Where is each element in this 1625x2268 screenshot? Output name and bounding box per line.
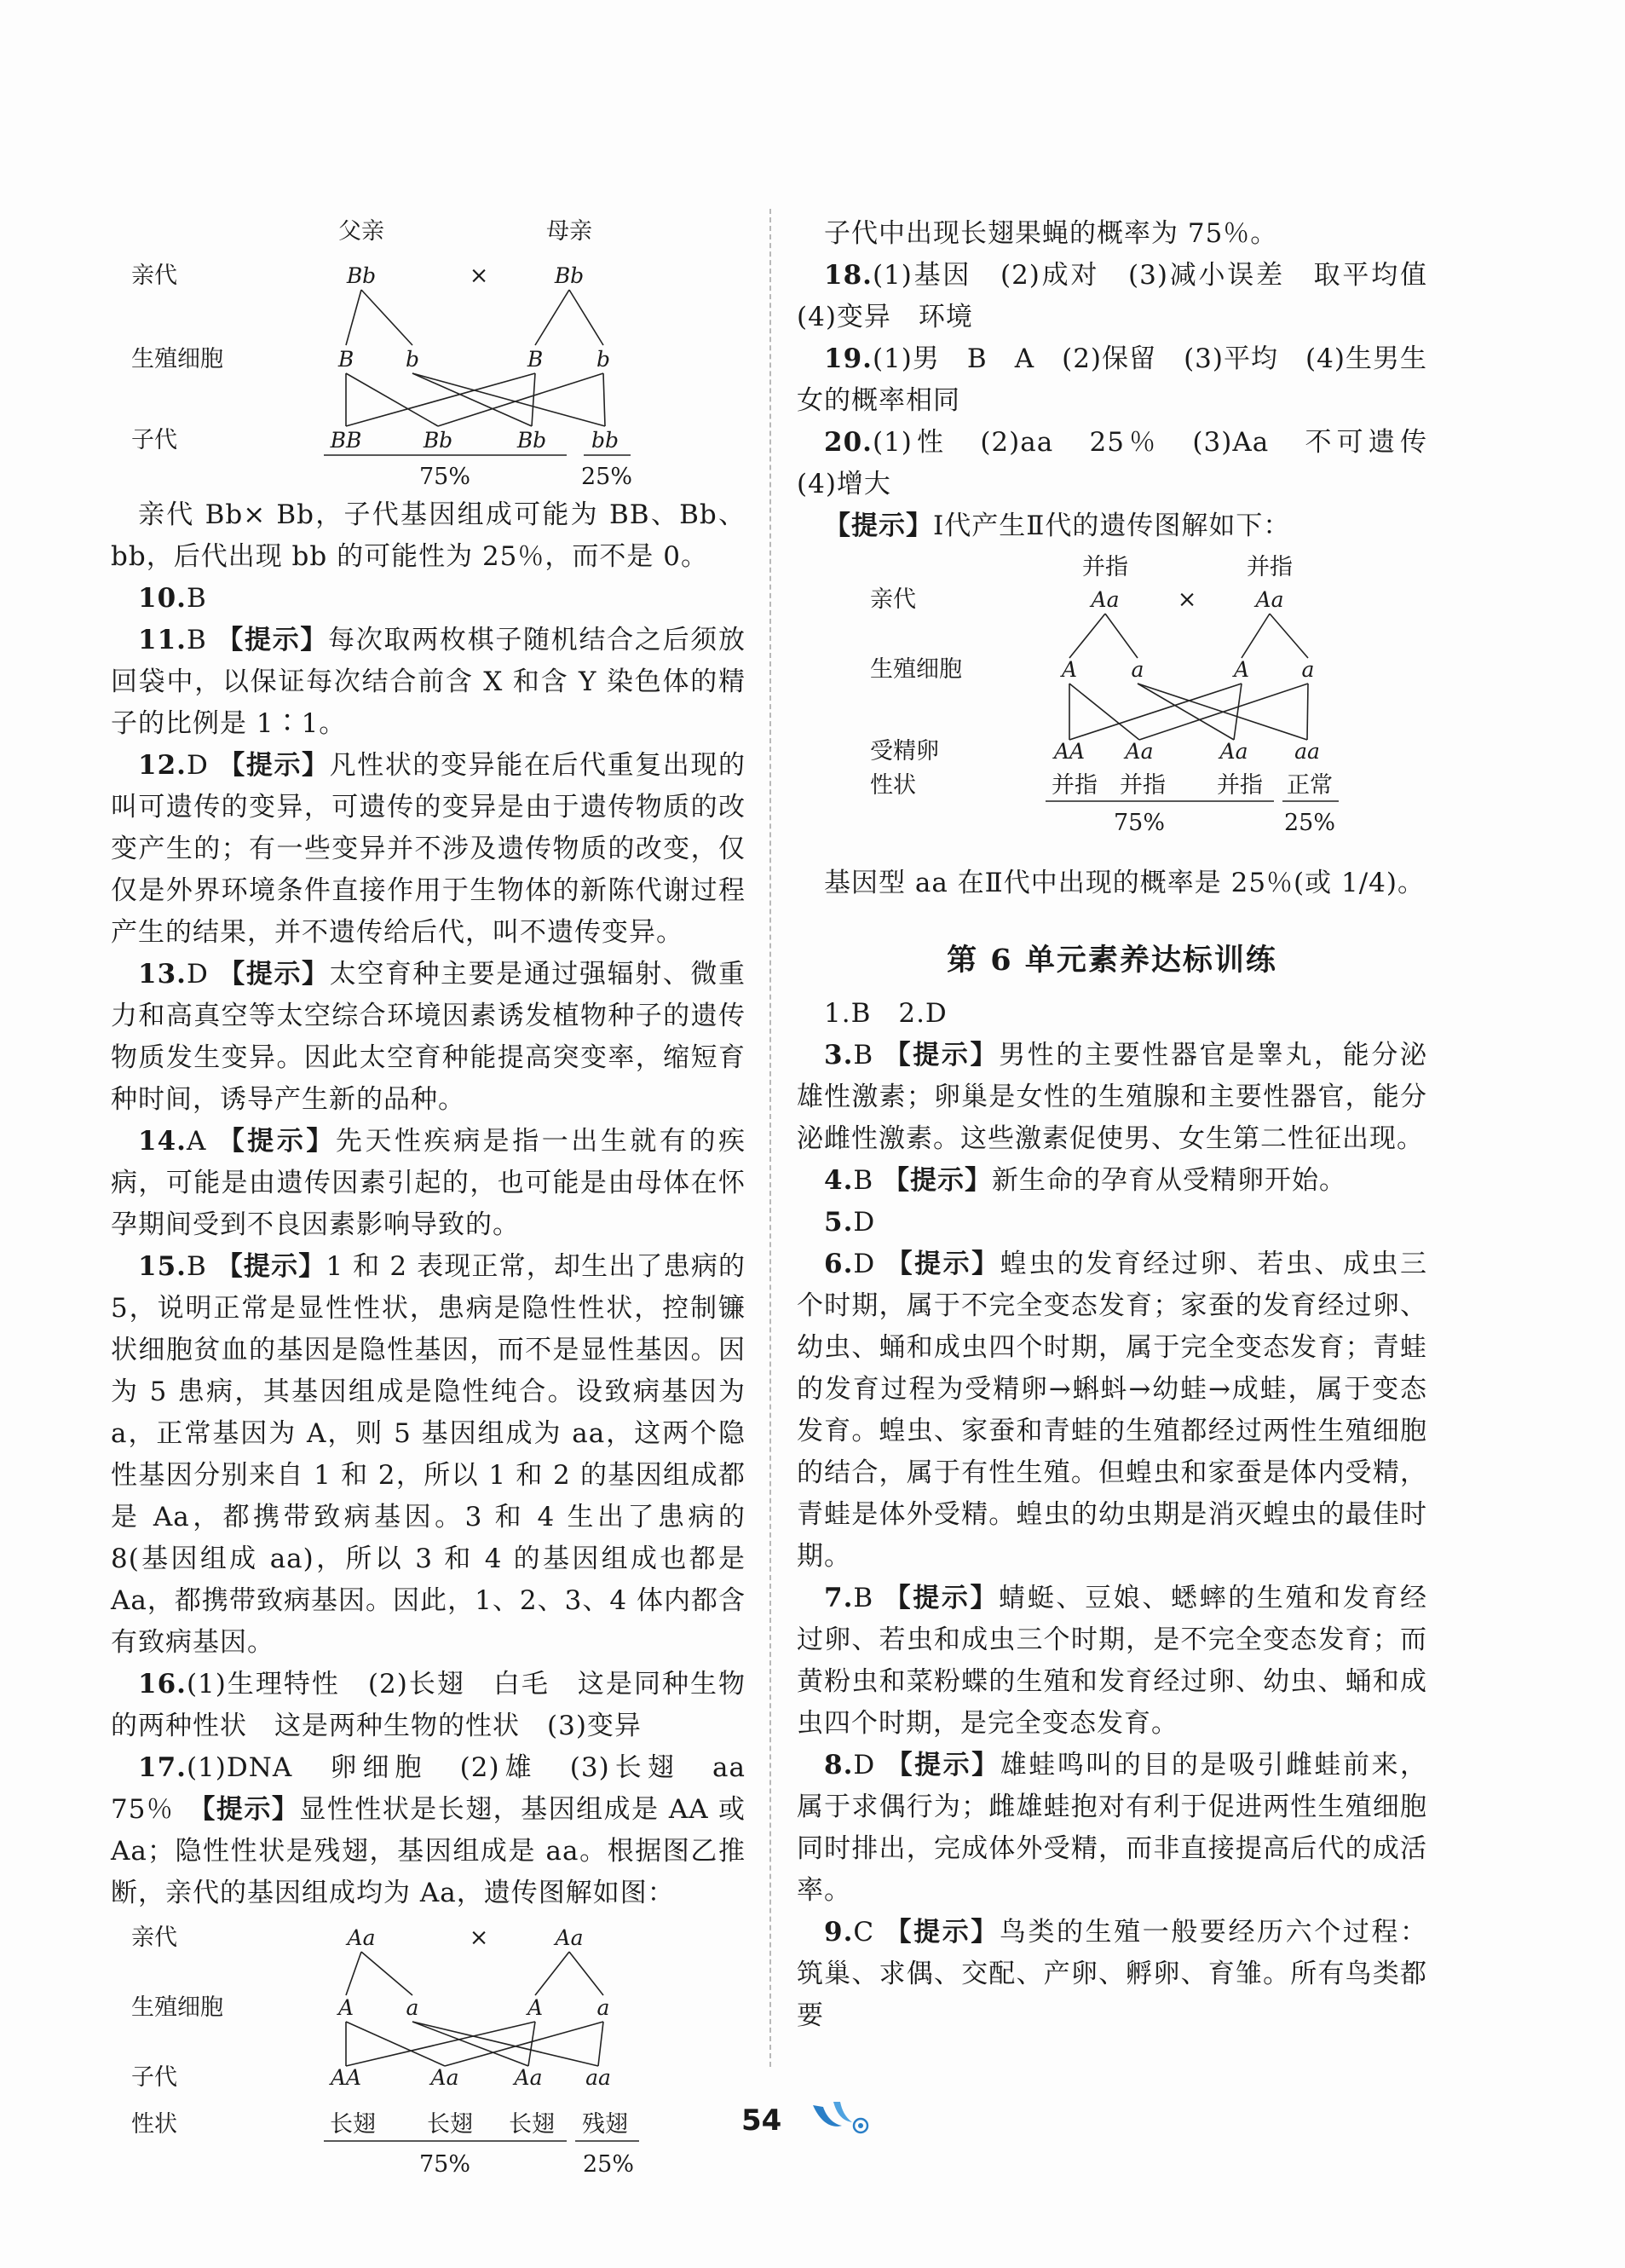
hint-body: 雄蛙鸣叫的目的是吸引雌蛙前来，属于求偶行为；雌雄蛙抱对有利于促进两性生殖细胞同时排出，完成体外受精，而非直接提高后代的成活率。	[797, 1750, 1428, 1906]
question-number: 12.	[138, 750, 187, 781]
row-gamete-label: 生殖细胞	[870, 656, 962, 683]
answer-text: A	[186, 1126, 218, 1157]
q14-answer	[111, 1121, 746, 1246]
question-number: 10.	[138, 583, 187, 614]
answer-text: B	[186, 583, 207, 614]
hint-label: 【提示】	[885, 1750, 1000, 1780]
hint-label: 【提示】	[216, 1251, 326, 1282]
hint-body: 先天性疾病是指一出生就有的疾病，可能是由遗传因素引起的，也可能是由母体在怀孕期间受到不良因素影响导致的。	[111, 1126, 746, 1240]
offspring-genotype: BB	[330, 428, 362, 453]
gamete: A	[527, 1995, 544, 2020]
answer-text: (1)生理特性 (2)长翅 白毛 这是同种生物的两种性状 这是两种生物的性状 (3)变异	[111, 1669, 746, 1741]
question-number: 3.	[824, 1040, 854, 1071]
question-number: 9.	[824, 1917, 854, 1948]
trait: 并指	[1217, 772, 1263, 799]
q18-answer	[797, 255, 1455, 338]
trait: 并指	[1052, 772, 1098, 799]
question-number: 19.	[824, 343, 873, 374]
gamete: b	[596, 347, 611, 372]
row-gamete-label: 生殖细胞	[131, 1994, 223, 2021]
column-divider	[769, 209, 771, 2067]
q11-answer	[111, 620, 746, 745]
question-number: 5.	[824, 1207, 854, 1238]
question-number: 13.	[138, 959, 187, 990]
answer-text: D	[186, 959, 219, 990]
gamete: B	[337, 347, 354, 372]
question-number: 20.	[824, 427, 873, 458]
offspring-genotype: bb	[591, 428, 619, 453]
q20-hint	[797, 505, 1427, 547]
trait: 残翅	[582, 2111, 628, 2138]
answer-text: (1)男 B A (2)保留 (3)平均 (4)生男生女的概率相同	[797, 343, 1427, 416]
hint-label: 【提示】	[884, 1040, 1000, 1071]
offspring-genotype: Aa	[514, 2065, 543, 2090]
parent-genotype: Aa	[555, 1925, 584, 1950]
parent-genotype: Bb	[346, 263, 377, 288]
q4-answer	[797, 1160, 1427, 1202]
hint-label: 【提示】	[824, 511, 933, 541]
gamete: b	[405, 347, 420, 372]
answer-text: B	[853, 1583, 885, 1613]
q20-answer	[797, 422, 1455, 505]
hint-body: 凡性状的变异能在后代重复出现的叫可遗传的变异，可遗传的变异是由于遗传物质的改变产生的；有一些变异并不涉及遗传物质的改变，仅仅是外界环境条件直接作用于生物体的新陈代谢过程产生的结果，并不遗传给后代，叫不遗传变异。	[111, 750, 746, 948]
offspring-genotype: Aa	[1219, 739, 1248, 764]
percent-dominant: 75%	[418, 2151, 471, 2178]
offspring-genotype: aa	[1294, 739, 1320, 764]
question-number: 17.	[138, 1752, 187, 1783]
question-number: 16.	[138, 1669, 187, 1700]
hint-label: 【提示】	[216, 625, 329, 655]
answer-text: D	[853, 1207, 876, 1238]
q3-answer	[797, 1035, 1427, 1160]
percent-recessive: 25%	[1283, 810, 1336, 836]
inheritance-arrows	[324, 290, 631, 455]
percent-dominant: 75%	[1113, 810, 1166, 836]
answer-text: (1)性 (2)aa 25％ (3)Aa 不可遗传 (4)增大	[797, 427, 1455, 499]
row-child-label: 子代	[131, 2064, 177, 2091]
parent-genotype: Aa	[1091, 587, 1120, 612]
q15-answer	[111, 1246, 746, 1664]
hint-body: 鸟类的生殖一般要经历六个过程：筑巢、求偶、交配、产卵、孵卵、育雏。所有鸟类都要	[797, 1917, 1427, 2031]
answer-text: (1)DNA 卵细胞 (2)雄 (3)长翅 aa 75％	[111, 1752, 773, 1825]
row-parent-label: 亲代	[870, 586, 916, 613]
q8-answer	[797, 1745, 1427, 1912]
hint-body: 太空育种主要是通过强辐射、微重力和高真空等太空综合环境因素诱发植物种子的遗传物质发生变异。因此太空育种能提高突变率，缩短育种时间，诱导产生新的品种。	[111, 959, 746, 1115]
question-number: 18.	[824, 260, 873, 291]
question-number: 15.	[138, 1251, 187, 1282]
gamete: A	[1233, 657, 1250, 682]
offspring-genotype: Bb	[516, 428, 547, 453]
genetic-diagram-polydactyly	[797, 547, 1427, 863]
father-label: 父亲	[338, 218, 384, 245]
gamete: A	[1061, 657, 1078, 682]
answer-text: D	[853, 1249, 886, 1279]
parent-trait: 并指	[1247, 554, 1293, 580]
hint-body: 显性性状是长翅，基因组成是 AA 或 Aa；隐性性状是残翅，基因组成是 aa。根据图乙推断，亲代的基因组成均为 Aa，遗传图解如图：	[111, 1794, 746, 1908]
parent-genotype: Aa	[1255, 587, 1284, 612]
parent-trait: 并指	[1082, 554, 1128, 580]
hint-label: 【提示】	[217, 1126, 336, 1157]
cross-symbol: ×	[1177, 586, 1197, 613]
row-parent-label: 亲代	[131, 1925, 177, 1951]
parent-genotype: Bb	[554, 263, 585, 288]
cross-symbol: ×	[469, 1925, 489, 1951]
q6-answer	[797, 1244, 1427, 1578]
row-trait-label: 性状	[131, 2111, 177, 2138]
row-gamete-label: 生殖细胞	[131, 346, 223, 372]
q12-answer	[111, 745, 746, 954]
row-trait-label: 性状	[870, 772, 916, 799]
mother-label: 母亲	[546, 218, 592, 245]
offspring-genotype: Aa	[1125, 739, 1154, 764]
parent-genotype: Aa	[347, 1925, 376, 1950]
cross-symbol: ×	[469, 263, 489, 289]
gamete: B	[527, 347, 544, 372]
trait: 并指	[1120, 772, 1166, 799]
hint-body: Ⅰ代产生Ⅱ代的遗传图解如下：	[933, 511, 1291, 541]
right-column	[797, 213, 1455, 2037]
wave-logo-icon	[808, 2097, 876, 2139]
gamete: a	[406, 1995, 419, 2020]
genetic-diagram-bb	[111, 213, 746, 494]
hint-label: 【提示】	[201, 1794, 300, 1825]
offspring-genotype: Aa	[430, 2065, 459, 2090]
q7-answer	[797, 1578, 1427, 1745]
hint-body: 新生命的孕育从受精卵开始。	[992, 1165, 1347, 1196]
answer-text: C	[853, 1917, 885, 1948]
gamete: A	[337, 1995, 354, 2020]
hint-label: 【提示】	[884, 1583, 1000, 1613]
trait: 长翅	[509, 2111, 555, 2138]
question-number: 4.	[824, 1165, 854, 1196]
hint-label: 【提示】	[885, 1917, 1000, 1948]
answer-text: B	[186, 625, 217, 655]
hint-label: 【提示】	[218, 750, 330, 781]
q20-conclusion: 基因型 aa 在Ⅱ代中出现的概率是 25％(或 1/4)。	[824, 868, 1425, 898]
q5-answer	[797, 1202, 1427, 1244]
gamete: a	[596, 1995, 610, 2020]
trait: 长翅	[330, 2111, 376, 2138]
hint-body: 男性的主要性器官是睾丸，能分泌雄性激素；卵巢是女性的生殖腺和主要性器官，能分泌雌性激素。这些激素促使男、女生第二性征出现。	[797, 1040, 1428, 1154]
hint-body: 蜻蜓、豆娘、蟋蟀的生殖和发育经过卵、若虫和成虫三个时期，是不完全变态发育；而黄粉虫和菜粉蝶的生殖和发育经过卵、幼虫、蛹和成虫四个时期，是完全变态发育。	[797, 1583, 1428, 1739]
trait: 长翅	[427, 2111, 473, 2138]
answer-text: D	[186, 750, 219, 781]
page-number: 54	[741, 2104, 782, 2138]
row-parent-label: 亲代	[131, 263, 177, 289]
q19-answer	[797, 338, 1427, 422]
percent-dominant: 75%	[418, 464, 471, 490]
offspring-genotype: Bb	[423, 428, 453, 453]
row-child-label: 子代	[131, 427, 177, 453]
question-number: 6.	[824, 1249, 854, 1279]
q17-answer	[111, 1747, 773, 1914]
question-number: 11.	[138, 625, 187, 655]
q17-continuation: 子代中出现长翅果蝇的概率为 75％。	[824, 218, 1278, 249]
gamete: a	[1131, 657, 1144, 682]
question-number: 7.	[824, 1583, 854, 1613]
offspring-genotype: AA	[1053, 739, 1086, 764]
percent-recessive: 25%	[582, 2151, 635, 2178]
answer-text: B	[853, 1040, 885, 1071]
percent-recessive: 25%	[580, 464, 633, 490]
question-number: 8.	[824, 1750, 854, 1780]
q13-answer	[111, 954, 746, 1121]
gamete: a	[1301, 657, 1315, 682]
genetic-diagram-aa-wing	[111, 1914, 746, 2179]
hint-body: 1 和 2 表现正常，却生出了患病的 5，说明正常是显性性状，患病是隐性性状，控制镰状细胞贫血的基因是隐性基因，而不是显性基因。因为 5 患病，其基因组成是隐性纯合。设致病基因为 a，正常基因为 A，则 5 基因组成为 aa，这两个隐性基因分别来自 1 和 2，所以 1 和 2 的基因组成都是 Aa，都携带致病基因。3 和 4 生出了患病的 8(基因组成 aa)，所以 3 和 4 的基因组成也都是 Aa，都携带致病基因。因此，1、2、3、4 体内都含有致病基因。	[111, 1251, 746, 1658]
q10-answer	[111, 578, 746, 620]
q9-answer	[797, 1912, 1427, 2037]
question-number: 14.	[138, 1126, 187, 1157]
answer-text: B	[853, 1165, 884, 1196]
hint-label: 【提示】	[885, 1249, 1000, 1279]
section-title: 第 6 单元素养达标训练	[947, 943, 1277, 978]
hint-label: 【提示】	[883, 1165, 993, 1196]
answer-text: (1)基因 (2)成对 (3)减小误差 取平均值 (4)变异 环境	[797, 260, 1455, 332]
offspring-genotype: aa	[585, 2065, 611, 2090]
offspring-genotype: AA	[330, 2065, 362, 2090]
hint-label: 【提示】	[218, 959, 330, 990]
q1-q2-answers: 1.B 2.D	[824, 998, 948, 1029]
trait: 正常	[1287, 772, 1333, 799]
answer-text: B	[186, 1251, 216, 1282]
answer-text: D	[853, 1750, 886, 1780]
q9-explanation: 亲代 Bb× Bb，子代基因组成可能为 BB、Bb、bb，后代出现 bb 的可能性为 25％，而不是 0。	[111, 499, 746, 572]
q16-answer	[111, 1664, 746, 1747]
row-zygote-label: 受精卵	[870, 738, 939, 765]
hint-body: 每次取两枚棋子随机结合之后须放回袋中，以保证每次结合前含 X 和含 Y 染色体的精子的比例是 1∶1。	[111, 625, 746, 739]
hint-body: 蝗虫的发育经过卵、若虫、成虫三个时期，属于不完全变态发育；家蚕的发育经过卵、幼虫、蛹和成虫四个时期，属于完全变态发育；青蛙的发育过程为受精卵→蝌蚪→幼蛙→成蛙，属于变态发育。蝗虫、家蚕和青蛙的生殖都经过两性生殖细胞的结合，属于有性生殖。但蝗虫和家蚕是体内受精，青蛙是体外受精。蝗虫的幼虫期是消灭蝗虫的最佳时期。	[797, 1249, 1428, 1572]
